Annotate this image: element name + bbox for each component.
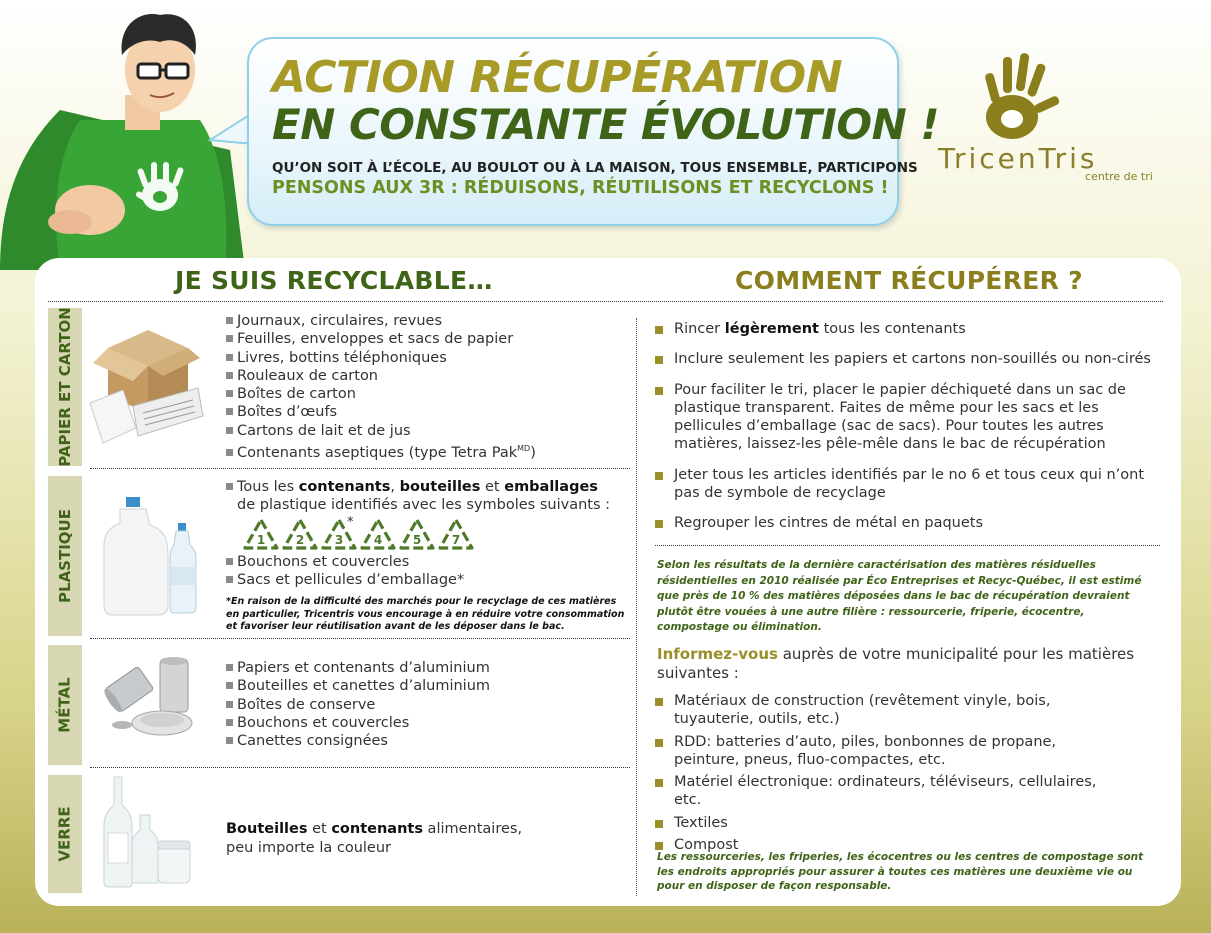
recycling-symbol-number: 5 (412, 533, 422, 547)
list-item: Tous les contenants, bouteilles et emballages (226, 478, 598, 496)
recycling-symbol-number: 2 (295, 533, 305, 547)
category-label-paper: PAPIER ET CARTON (56, 307, 74, 467)
metal-items-list (226, 659, 490, 750)
plastic-intro-line2: de plastique identifiés avec les symboles suivants : (237, 497, 611, 513)
list-item: RDD: batteries d’auto, piles, bonbonnes de propane, peinture, pneus, fluo-compactes, etc. (655, 733, 1125, 770)
metal-cans-image (100, 655, 200, 740)
list-item: Jeter tous les articles identifiés par le no 6 et tous ceux qui n’ont pas de symbole de recyclage (655, 466, 1155, 503)
list-item: Rincer légèrement tous les contenants (655, 320, 1155, 338)
list-item: Boîtes de conserve (226, 696, 490, 714)
recycling-symbols (242, 517, 482, 553)
list-item: Inclure seulement les papiers et cartons non-souillés ou non-cirés (655, 350, 1155, 368)
category-bar-glass (48, 775, 82, 893)
recycling-symbol-number: 3 (334, 533, 344, 547)
inform-list (655, 692, 1125, 854)
list-item: Textiles (655, 814, 1125, 832)
list-item: Papiers et contenants d’aluminium (226, 659, 490, 677)
list-item: Matériel électronique: ordinateurs, téléviseurs, cellulaires, etc. (655, 773, 1125, 810)
list-item: Boîtes d’œufs (226, 403, 536, 421)
cardboard-box-newspaper-image (88, 318, 208, 448)
list-item: Rouleaux de carton (226, 367, 536, 385)
recycling-symbol-4-icon (359, 517, 397, 551)
tips-divider (655, 545, 1160, 546)
brand-name: TricenTris (938, 142, 1098, 175)
hand-logo-icon (970, 45, 1070, 145)
list-item: Journaux, circulaires, revues (226, 312, 536, 330)
recycling-symbol-5-icon (398, 517, 436, 551)
plastic-footnote: *En raison de la difficulté des marchés pour le recyclage de ces matières en particulier, Tricentris vous encourage à en réduire votre consommation et favoriser leur réutilisation avant de les déposer dans le bac. (226, 596, 625, 632)
recycling-symbol-7-icon (437, 517, 475, 551)
list-item: Sacs et pellicules d’emballage* (226, 571, 464, 589)
symbol-asterisk: * (347, 515, 354, 530)
brand-tagline: centre de tri (1085, 170, 1153, 183)
category-divider (90, 468, 630, 469)
list-item: Contenants aseptiques (type Tetra Pak$^{MD}$) (226, 440, 536, 462)
category-divider (90, 767, 630, 768)
title-rule (48, 301, 1163, 302)
category-label-plastic: PLASTIQUE (56, 509, 74, 603)
list-item: Pour faciliter le tri, placer le papier déchiqueté dans un sac de plastique transparent. Faites de même pour les sacs et les pellicules d’emballage (sac de sacs). Pour toutes les autres matières, laissez-les pêle-mêle dans le bac de récupération (655, 381, 1155, 454)
plastic-jug-bottle-image (100, 495, 200, 620)
tips-list (655, 320, 1155, 533)
study-note: Selon les résultats de la dernière caractérisation des matières résiduelles résidentielles en 2010 réalisée par Éco Entreprises et Recyc-Québec, il est estimé que près de 10 % des matières déposées dans le bac de récupération devraient plutôt être vouées à une autre filière : ressourcerie, friperie, écocentre, compostage ou élimination. (657, 559, 1142, 633)
list-item: Livres, bottins téléphoniques (226, 349, 536, 367)
headline-line-2: EN CONSTANTE ÉVOLUTION ! (272, 100, 940, 149)
glass-bottles-image (100, 775, 200, 890)
category-bar-metal (48, 645, 82, 765)
list-item: Cartons de lait et de jus (226, 422, 536, 440)
recycling-symbol-2-icon (281, 517, 319, 551)
recycling-symbol-number: 7 (451, 533, 461, 547)
right-column-title: COMMENT RÉCUPÉRER ? (735, 266, 1083, 295)
list-item: Boîtes de carton (226, 385, 536, 403)
recycling-symbol-number: 4 (373, 533, 383, 547)
category-bar-paper (48, 308, 82, 466)
plastic-items-list (226, 553, 464, 590)
recycling-symbol-1-icon (242, 517, 280, 551)
list-item: Regrouper les cintres de métal en paquets (655, 514, 1155, 532)
plastic-intro (226, 478, 598, 496)
list-item: Compost (655, 836, 1125, 854)
glass-description: Bouteilles et contenants alimentaires, peu importe la couleur (226, 821, 523, 856)
column-separator (636, 318, 637, 896)
list-item: Bouteilles et canettes d’aluminium (226, 677, 490, 695)
category-label-metal: MÉTAL (56, 677, 75, 733)
list-item: Matériaux de construction (revêtement vinyle, bois, tuyauterie, outils, etc.) (655, 692, 1125, 729)
headline-line-1: ACTION RÉCUPÉRATION (272, 52, 843, 103)
paper-items-list (226, 312, 536, 462)
category-label-glass: VERRE (56, 806, 75, 862)
inform-heading: Informez-vous auprès de votre municipalité pour les matières suivantes : (657, 645, 1135, 682)
category-divider (90, 638, 630, 639)
list-item: Bouchons et couvercles (226, 714, 490, 732)
list-item: Bouchons et couvercles (226, 553, 464, 571)
list-item: Canettes consignées (226, 732, 490, 750)
left-column-title: JE SUIS RECYCLABLE… (175, 266, 493, 295)
subtitle-line-1: QU’ON SOIT À L’ÉCOLE, AU BOULOT OU À LA MAISON, TOUS ENSEMBLE, PARTICIPONS (272, 160, 918, 176)
recycling-symbol-number: 1 (256, 533, 266, 547)
list-item: Feuilles, enveloppes et sacs de papier (226, 330, 536, 348)
subtitle-line-2: PENSONS AUX 3R : RÉDUISONS, RÉUTILISONS ET RECYCLONS ! (272, 178, 889, 198)
final-note: Les ressourceries, les friperies, les écocentres ou les centres de compostage sont les endroits appropriés pour assurer à toutes ces matières une deuxième vie ou pour en disposer de façon responsable. (657, 851, 1144, 892)
category-bar-plastic (48, 476, 82, 636)
